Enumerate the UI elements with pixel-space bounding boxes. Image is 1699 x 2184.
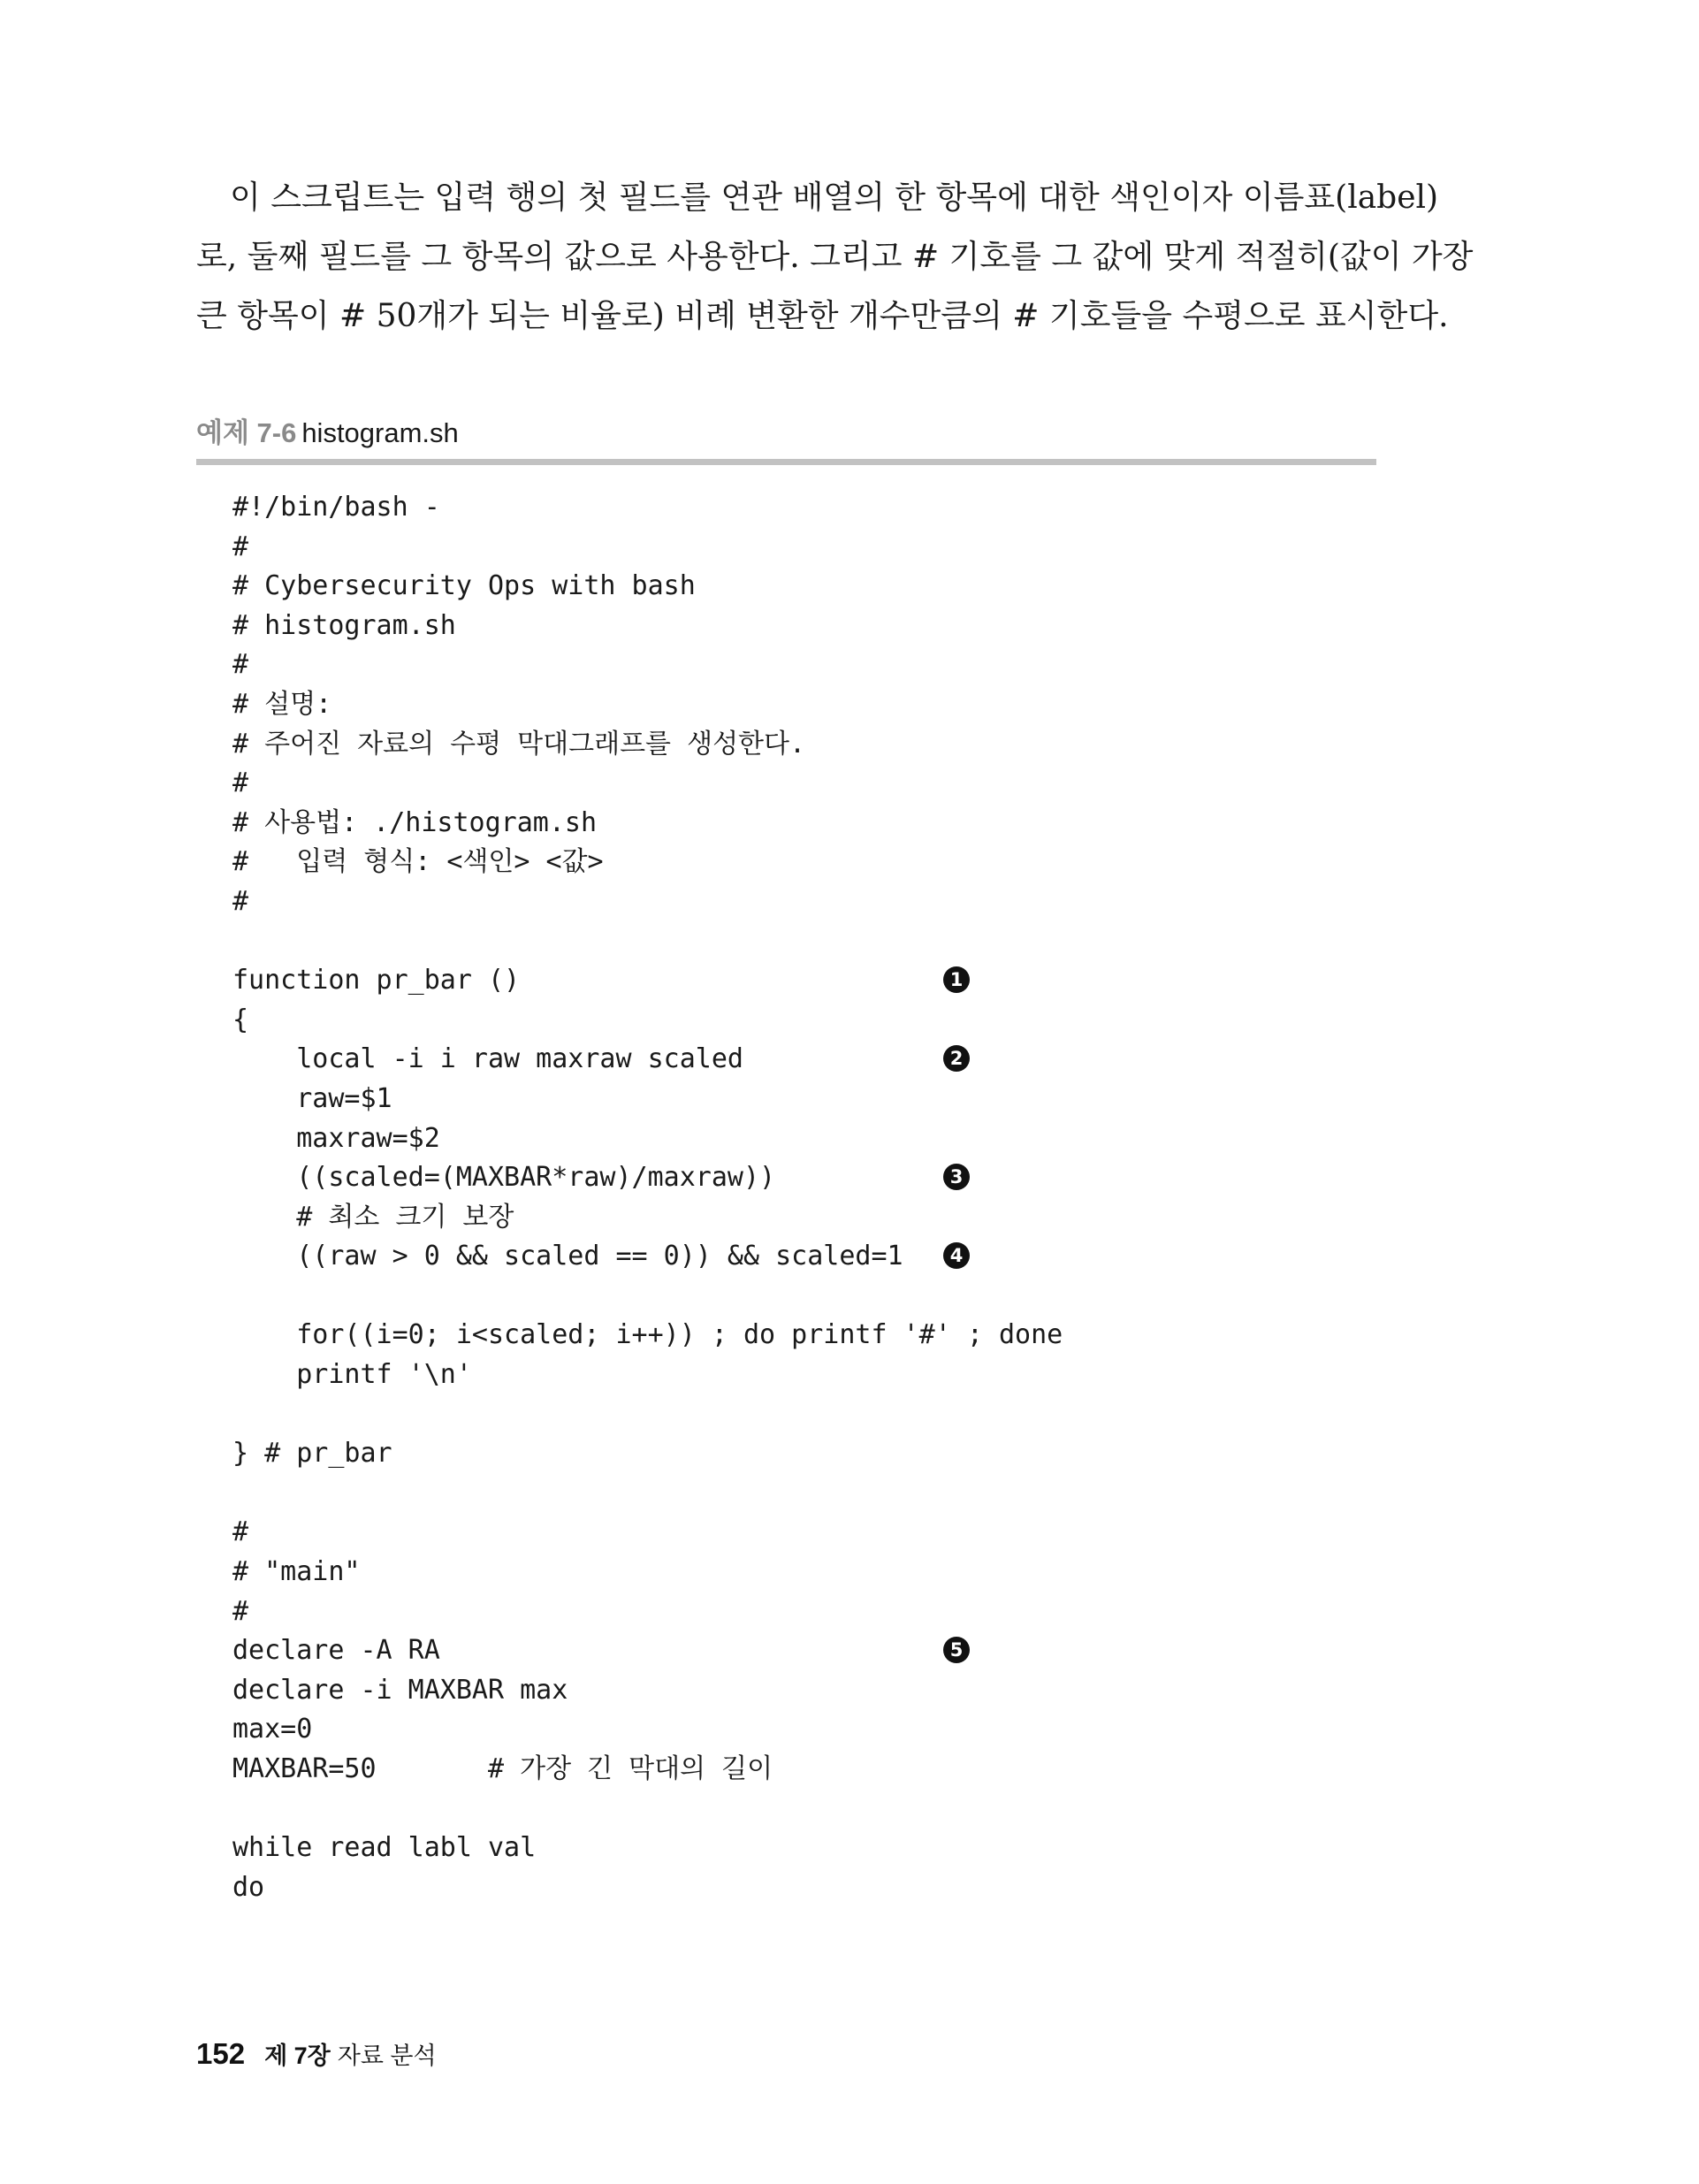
callout-marker-icon: 1 [943, 966, 970, 993]
code-line [232, 1553, 1382, 1592]
code-text: # [232, 767, 249, 799]
code-text: local -i i raw maxraw scaled [232, 1043, 743, 1075]
code-line [232, 1750, 1382, 1790]
code-text: MAXBAR=50 # 가장 긴 막대의 길이 [232, 1753, 773, 1784]
code-line [232, 1710, 1382, 1750]
code-line [232, 764, 1382, 804]
code-line [232, 1158, 1382, 1198]
callout-marker-icon: 3 [943, 1164, 970, 1190]
code-text: # histogram.sh [232, 609, 456, 641]
code-line [232, 1355, 1382, 1395]
intro-paragraph [196, 168, 1474, 346]
code-text: do [232, 1871, 265, 1903]
code-line [232, 1080, 1382, 1119]
code-text: } # pr_bar [232, 1438, 392, 1470]
code-text: # "main" [232, 1556, 361, 1588]
code-line [232, 922, 1382, 962]
code-line [232, 961, 1382, 1001]
code-line [232, 1829, 1382, 1868]
code-line [232, 725, 1382, 765]
code-text: # Cybersecurity Ops with bash [232, 570, 696, 602]
code-text: declare -A RA [232, 1635, 440, 1667]
code-line [232, 1040, 1382, 1080]
example-label: 예제 7-6 [196, 417, 297, 448]
code-line [232, 1277, 1382, 1317]
code-line [232, 1119, 1382, 1159]
example-title: histogram.sh [301, 417, 459, 448]
code-line [232, 685, 1382, 725]
code-text: # 입력 형식: <색인> <값> [232, 846, 604, 878]
code-text: raw=$1 [232, 1082, 392, 1114]
code-text: printf '\n' [232, 1359, 472, 1391]
code-line [232, 488, 1382, 528]
code-text: { [232, 1004, 249, 1035]
code-line [232, 1237, 1382, 1277]
code-text: ((raw > 0 && scaled == 0)) && scaled=1 [232, 1241, 903, 1272]
chapter-title: 자료 분석 [337, 2043, 437, 2069]
code-text: # 최소 크기 보장 [232, 1201, 514, 1233]
code-text: declare -i MAXBAR max [232, 1674, 568, 1706]
code-text: # [232, 1516, 249, 1548]
code-line [232, 607, 1382, 646]
callout-marker-icon: 4 [943, 1242, 970, 1269]
intro-line-1: 이 스크립트는 입력 행의 첫 필드를 연관 배열의 한 항목에 대한 색인이자 이름표(label) [230, 179, 1439, 216]
code-line [232, 1592, 1382, 1632]
code-text: for((i=0; i<scaled; i++)) ; do printf '#' ; done [232, 1319, 1063, 1351]
code-text: maxraw=$2 [232, 1122, 440, 1154]
code-line [232, 1001, 1382, 1041]
chapter-label: 제 7장 [264, 2043, 331, 2069]
code-text: # [232, 649, 249, 681]
code-line [232, 1790, 1382, 1829]
code-line [232, 645, 1382, 685]
code-text: function pr_bar () [232, 965, 521, 997]
code-text: # [232, 531, 249, 562]
code-line [232, 528, 1382, 568]
code-text: # [232, 1595, 249, 1627]
intro-line-3: 큰 항목이 # 50개가 되는 비율로) 비례 변환한 개수만큼의 # 기호들을 수평으로 표시한다. [196, 298, 1449, 334]
intro-line-2: 로, 둘째 필드를 그 항목의 값으로 사용한다. 그리고 # 기호를 그 값에 맞게 적절히(값이 가장 [196, 239, 1474, 275]
code-text: #!/bin/bash - [232, 492, 440, 523]
example-heading [196, 416, 459, 451]
page-footer [196, 2035, 437, 2079]
code-line [232, 1631, 1382, 1671]
callout-marker-icon: 5 [943, 1637, 970, 1663]
code-text: max=0 [232, 1714, 313, 1745]
code-text: # [232, 885, 249, 917]
code-line [232, 1316, 1382, 1355]
code-line [232, 1395, 1382, 1435]
page-number: 152 [196, 2037, 246, 2070]
code-text: ((scaled=(MAXBAR*raw)/maxraw)) [232, 1162, 776, 1194]
code-line [232, 1513, 1382, 1553]
code-text: # 설명: [232, 688, 332, 720]
code-line [232, 1434, 1382, 1474]
code-line [232, 1198, 1382, 1238]
callout-marker-icon: 2 [943, 1045, 970, 1072]
code-text: while read labl val [232, 1832, 537, 1864]
code-line [232, 804, 1382, 844]
code-line [232, 567, 1382, 607]
code-text: # 사용법: ./histogram.sh [232, 806, 598, 838]
code-line [232, 843, 1382, 882]
heading-divider [196, 459, 1376, 465]
code-line [232, 1474, 1382, 1514]
code-text: # 주어진 자료의 수평 막대그래프를 생성한다. [232, 728, 806, 760]
code-line [232, 1868, 1382, 1908]
code-listing [232, 488, 1382, 1907]
code-line [232, 1671, 1382, 1711]
code-line [232, 882, 1382, 922]
